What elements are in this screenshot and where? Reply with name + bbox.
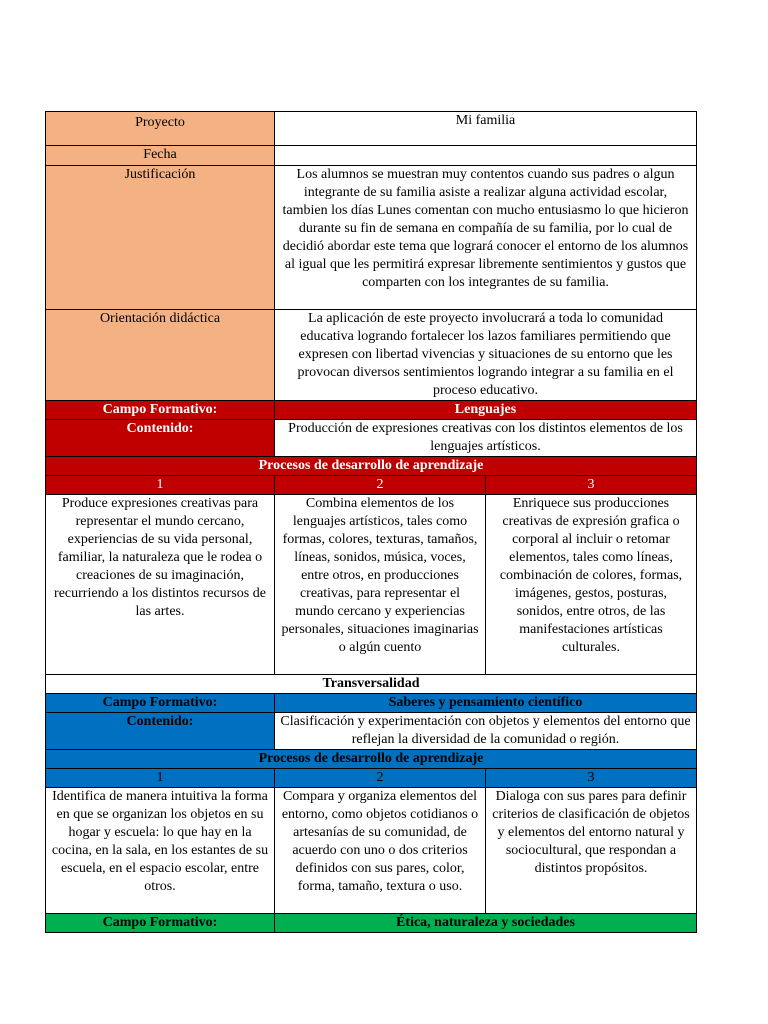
row-procesos-1	[46, 457, 697, 476]
project-title: Mi familia	[275, 112, 697, 146]
proceso-cell: Combina elementos de los lenguajes artísticos, tales como formas, colores, texturas, tamaños, líneas, sonidos, música, voces, entre otros, en producciones creativas, para representar el mundo cercano y experiencias personales, situaciones imaginarias o algún cuento	[275, 495, 486, 675]
contenido-value-2: Clasificación y experimentación con objetos y elementos del entorno que reflejan la diversidad de la comunidad o región.	[275, 713, 697, 750]
justificacion-label: Justificación	[46, 166, 275, 310]
col-number: 2	[275, 476, 486, 495]
campo-label-1: Campo Formativo:	[46, 401, 275, 420]
fecha-value	[275, 146, 697, 166]
campo-label-2: Campo Formativo:	[46, 694, 275, 713]
col-number: 2	[275, 769, 486, 788]
row-procesos-content-1	[46, 495, 697, 675]
campo-value-2: Saberes y pensamiento científico	[275, 694, 697, 713]
proceso-cell: Produce expresiones creativas para representar el mundo cercano, experiencias de su vida personal, familiar, la naturaleza que le rodea o creaciones de su imaginación, recurriendo a los distintos recursos de las artes.	[46, 495, 275, 675]
contenido-value-1: Producción de expresiones creativas con los distintos elementos de los lenguajes artísticos.	[275, 420, 697, 457]
procesos-header-1: Procesos de desarrollo de aprendizaje	[46, 457, 697, 476]
contenido-label-1: Contenido:	[46, 420, 275, 457]
col-number: 1	[46, 476, 275, 495]
row-fecha	[46, 146, 697, 166]
row-orientacion	[46, 310, 697, 401]
proceso-cell: Identifica de manera intuitiva la forma en que se organizan los objetos en su hogar y escuela: lo que hay en la cocina, en la sala, en los estantes de su escuela, en el espacio escolar, entre otros.	[46, 788, 275, 914]
procesos-header-2: Procesos de desarrollo de aprendizaje	[46, 750, 697, 769]
justificacion-text: Los alumnos se muestran muy contentos cuando sus padres o algun integrante de su familia asiste a realizar alguna actividad escolar, tambien los días Lunes comentan con mucho entusiasmo lo que hicieron durante su fin de semana en compañía de su familia, por lo cual de decidió abordar este tema que logrará conocer el entorno de los alumnos al igual que les permitirá expresar libremente sentimientos y gustos que comparten con los integrantes de su familia.	[275, 166, 697, 310]
contenido-label-2: Contenido:	[46, 713, 275, 750]
row-proyecto	[46, 112, 697, 146]
project-plan-table	[45, 111, 697, 933]
campo-value-1: Lenguajes	[275, 401, 697, 420]
proceso-cell: Enriquece sus producciones creativas de expresión grafica o corporal al incluir o retomar elementos, tales como líneas, combinación de colores, formas, imágenes, gestos, posturas, sonidos, entre otros, de las manifestaciones artísticas culturales.	[486, 495, 697, 675]
row-contenido-1	[46, 420, 697, 457]
transversalidad-header: Transversalidad	[46, 675, 697, 694]
orientacion-label: Orientación didáctica	[46, 310, 275, 401]
row-numeros-1	[46, 476, 697, 495]
fecha-label: Fecha	[46, 146, 275, 166]
row-numeros-2	[46, 769, 697, 788]
orientacion-text: La aplicación de este proyecto involucrará a toda lo comunidad educativa logrando fortalecer los lazos familiares permitiendo que expresen con libertad vivencias y situaciones de su entorno que les provocan diversos sentimientos logrando integrar a su familia en el proceso educativo.	[275, 310, 697, 401]
row-procesos-2	[46, 750, 697, 769]
row-procesos-content-2	[46, 788, 697, 914]
col-number: 1	[46, 769, 275, 788]
proceso-cell: Compara y organiza elementos del entorno, como objetos cotidianos o artesanías de su comunidad, de acuerdo con uno o dos criterios definidos con sus pares, color, forma, tamaño, textura o uso.	[275, 788, 486, 914]
col-number: 3	[486, 476, 697, 495]
row-justificacion	[46, 166, 697, 310]
campo-value-3: Ética, naturaleza y sociedades	[275, 914, 697, 933]
proyecto-label: Proyecto	[46, 112, 275, 146]
row-contenido-2	[46, 713, 697, 750]
campo-label-3: Campo Formativo:	[46, 914, 275, 933]
proceso-cell: Dialoga con sus pares para definir criterios de clasificación de objetos y elementos del entorno natural y sociocultural, que respondan a distintos propósitos.	[486, 788, 697, 914]
row-campo-1	[46, 401, 697, 420]
col-number: 3	[486, 769, 697, 788]
row-transversalidad	[46, 675, 697, 694]
row-campo-3	[46, 914, 697, 933]
row-campo-2	[46, 694, 697, 713]
